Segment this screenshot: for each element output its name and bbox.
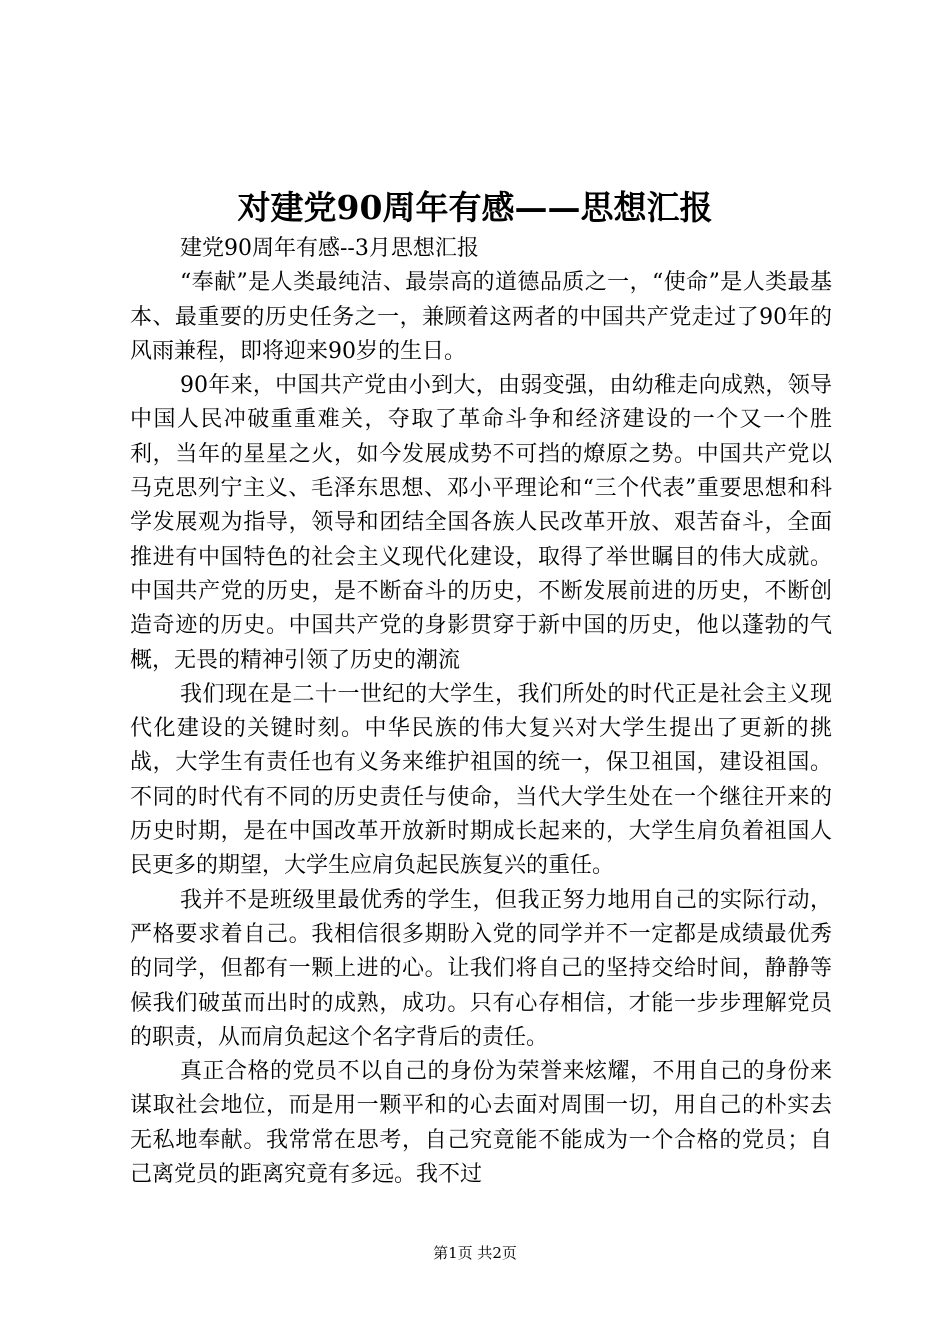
body-paragraph: 真正合格的党员不以自己的身份为荣誉来炫耀，不用自己的身份来谋取社会地位，而是用一颗平和的心去面对周围一切，用自己的朴实去无私地奉献。我常常在思考，自己究竟能不能成为一个合格的党员；自己离党员的距离究竟有多远。我不过 <box>130 1059 832 1188</box>
body-paragraph: 我并不是班级里最优秀的学生，但我正努力地用自己的实际行动，严格要求着自己。我相信很多期盼入党的同学并不一定都是成绩最优秀的同学，但都有一颗上进的心。让我们将自己的坚持交给时间，静静等候我们破茧而出时的成熟，成功。只有心存相信，才能一步步理解党员的职责，从而肩负起这个名字背后的责任。 <box>130 887 832 1050</box>
body-paragraph: “奉献”是人类最纯洁、最崇高的道德品质之一，“使命”是人类最基本、最重要的历史任务之一，兼顾着这两者的中国共产党走过了90年的风雨兼程，即将迎来90岁的生日。 <box>130 270 832 364</box>
subtitle-paragraph: 建党90周年有感--3月思想汇报 <box>180 236 479 261</box>
page-number-footer: 第1页 共2页 <box>433 1244 517 1262</box>
document-title: 对建党90周年有感——思想汇报 <box>237 188 713 227</box>
body-paragraph: 我们现在是二十一世纪的大学生，我们所处的时代正是社会主义现代化建设的关键时刻。中华民族的伟大复兴对大学生提出了更新的挑战，大学生有责任也有义务来维护祖国的统一，保卫祖国，建设祖国。不同的时代有不同的历史责任与使命，当代大学生处在一个继往开来的历史时期，是在中国改革开放新时期成长起来的，大学生肩负着祖国人民更多的期望，大学生应肩负起民族复兴的重任。 <box>130 681 832 879</box>
body-paragraph: 90年来，中国共产党由小到大，由弱变强，由幼稚走向成熟，领导中国人民冲破重重难关，夺取了革命斗争和经济建设的一个又一个胜利，当年的星星之火，如今发展成势不可挡的燎原之势。中国共产党以马克思列宁主义、毛泽东思想、邓小平理论和“三个代表”重要思想和科学发展观为指导，领导和团结全国各族人民改革开放、艰苦奋斗，全面推进有中国特色的社会主义现代化建设，取得了举世瞩目的伟大成就。中国共产党的历史，是不断奋斗的历史，不断发展前进的历史，不断创造奇迹的历史。中国共产党的身影贯穿于新中国的历史，他以蓬勃的气概，无畏的精神引领了历史的潮流 <box>130 373 832 673</box>
document-body <box>130 232 832 1192</box>
